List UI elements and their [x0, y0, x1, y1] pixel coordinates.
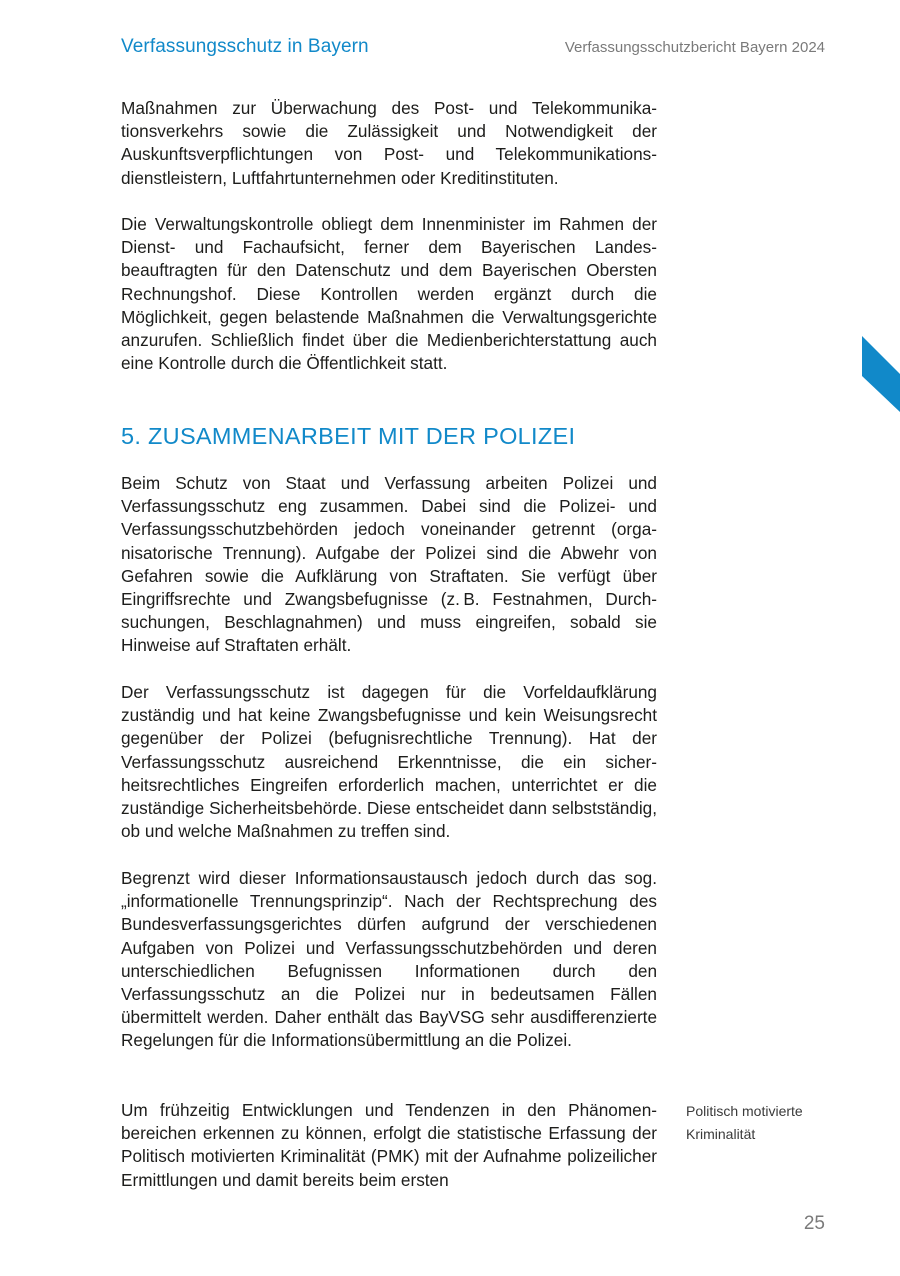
page-number: 25: [803, 1213, 825, 1234]
chapter-edge-tab-shape: [862, 336, 900, 412]
chapter-edge-tab: [862, 336, 900, 412]
margin-note: [686, 1100, 836, 1146]
running-header-section-title: Verfassungsschutz in Bayern: [121, 36, 369, 57]
margin-note-line-2: Kriminalität: [686, 1126, 756, 1142]
running-header-document-title: Verfassungsschutzbericht Bayern 2024: [564, 39, 825, 56]
body-paragraph-4: Der Verfassungsschutz ist dagegen für die Vorfeldaufklärung zuständig und hat keine Zwangsbefugnisse und kein Weisungsrecht gegenüber der Polizei (befugnisrechtliche Trennung). Hat der Verfassungsschutz ausreichend Erkenntnisse, die ein sicherheitsrechtliches Eingreifen erforderlich machen, unterrichtet er die zuständige Sicherheitsbehörde. Diese entscheidet dann selbstständig, ob und welche Maßnahmen zu treffen sind.: [121, 682, 657, 842]
section-heading: 5. ZUSAMMENARBEIT MIT DER POLIZEI: [121, 423, 576, 449]
body-paragraph-3: Beim Schutz von Staat und Verfassung arbeiten Polizei und Verfassungsschutz eng zusammen. Dabei sind die Polizei- und Verfassungsschutzbehörden jedoch voneinander getrennt (organisatorische Trennung). Aufgabe der Polizei sind die Abwehr von Gefahren sowie die Aufklärung von Straftaten. Sie verfügt über Eingriffsrechte und Zwangsbefugnisse (z. B. Festnahmen, Durchsuchungen, Beschlagnahmen) und muss eingreifen, sobald sie Hinweise auf Straftaten erhält.: [121, 473, 657, 656]
body-paragraph-2: Die Verwaltungskontrolle obliegt dem Innenminister im Rahmen der Dienst- und Fachaufsicht, ferner dem Bayerischen Landesbeauftragten für den Datenschutz und dem Bayerischen Obersten Rechnungshof. Diese Kontrollen werden ergänzt durch die Möglichkeit, gegen belastende Maßnahmen die Verwaltungsgerichte anzurufen. Schließlich findet über die Medienberichterstattung auch eine Kontrolle durch die Öffentlichkeit statt.: [121, 214, 657, 374]
body-paragraph-6: Um frühzeitig Entwicklungen und Tendenzen in den Phänomenbereichen erkennen zu können, erfolgt die statistische Erfassung der Politisch motivierten Kriminalität (PMK) mit der Aufnahme polizeilicher Ermittlungen und damit bereits beim ersten: [121, 1100, 657, 1190]
body-paragraph-1: Maßnahmen zur Überwachung des Post- und Telekommunikationsverkehrs sowie die Zulässigkeit und Notwendigkeit der Auskunftsverpflichtungen von Post- und Telekommunikationsdienstleistern, Luftfahrtunternehmen oder Kreditinstituten.: [121, 98, 657, 188]
body-paragraph-5: Begrenzt wird dieser Informationsaustausch jedoch durch das sog. „informationelle Trennungsprinzip“. Nach der Rechtsprechung des Bundesverfassungsgerichtes dürfen aufgrund der verschiedenen Aufgaben von Polizei und Verfassungsschutzbehörden und deren unterschiedlichen Befugnissen Informationen durch den Verfassungsschutz an die Polizei nur in bedeutsamen Fällen übermittelt werden. Daher enthält das BayVSG sehr ausdifferenzierte Regelungen für die Informationsübermittlung an die Polizei.: [121, 868, 657, 1051]
margin-note-line-1: Politisch motivierte: [686, 1103, 803, 1119]
